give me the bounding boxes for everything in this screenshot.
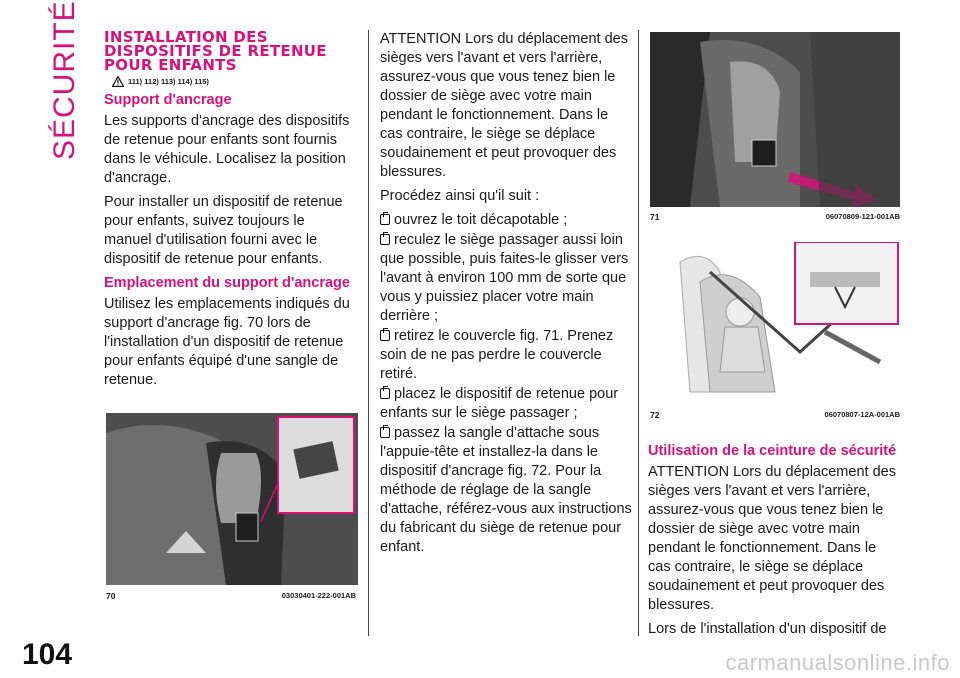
- column-divider: [638, 30, 639, 636]
- heading-support: Support d'ancrage: [104, 92, 232, 108]
- figure-code: 06070809-121-001AB: [825, 212, 900, 221]
- reference-numbers: 111) 112) 113) 114) 115): [128, 77, 209, 86]
- child-seat-illustration: [650, 242, 900, 405]
- warning-icon: [112, 76, 124, 87]
- procedure-intro: Procédez ainsi qu'il suit :: [380, 188, 540, 204]
- checkbox-icon: [380, 427, 390, 438]
- section-label: SÉCURITÉ: [48, 0, 81, 160]
- paragraph: Lors de l'installation d'un dispositif de: [648, 621, 887, 637]
- figure-72: [650, 242, 900, 425]
- column-divider: [368, 30, 369, 636]
- column-2: [380, 30, 632, 558]
- column-1: [104, 30, 356, 395]
- figure-70: [106, 413, 358, 620]
- procedure-step: retirez le couvercle fig. 71. Prenez soin de ne pas perdre le couvercle retiré.: [380, 328, 614, 382]
- checkbox-icon: [380, 214, 390, 225]
- anchor-photo: [106, 413, 358, 585]
- procedure-step: reculez le siège passager aussi loin que possible, puis faites-le glisser vers l'avant à environ 100 mm de sorte que vous y puissiez placer votre main derrière ;: [380, 232, 629, 324]
- attention-paragraph: ATTENTION Lors du déplacement des sièges vers l'avant et vers l'arrière, assurez-vous que vous tenez bien le dossier de siège avec votre main pendant le fonctionnement. Dans le cas contraire, le siège se déplace soudainement et peut provoquer des blessures.: [380, 31, 628, 180]
- figure-code: 03030401-222-001AB: [281, 591, 356, 600]
- cover-photo: [650, 32, 900, 207]
- checkbox-icon: [380, 330, 390, 341]
- figure-code: 06070807-12A-001AB: [824, 410, 900, 419]
- heading-ceinture: Utilisation de la ceinture de sécurité: [648, 443, 897, 459]
- attention-paragraph: ATTENTION Lors du déplacement des sièges vers l'avant et vers l'arrière, assurez-vous que vous tenez bien le dossier de siège avec votre main pendant le fonctionnement. Dans le cas contraire, le siège se déplace soudainement et peut provoquer des blessures.: [648, 464, 896, 613]
- heading-emplacement: Emplacement du support d'ancrage: [104, 275, 350, 291]
- checkbox-icon: [380, 234, 390, 245]
- procedure-step: ouvrez le toit décapotable ;: [380, 211, 632, 230]
- paragraph: Les supports d'ancrage des dispositifs de retenue pour enfants sont fournis dans le véhicule. Localisez la position d'ancrage.: [104, 113, 350, 186]
- warning-references: [112, 76, 356, 87]
- watermark: carmanualsonline.info: [725, 650, 950, 675]
- figure-number: 70: [106, 591, 116, 601]
- paragraph: Utilisez les emplacements indiqués du support d'ancrage fig. 70 lors de l'installation d'un dispositif de retenue pour enfants équipé d'une sangle de retenue.: [104, 296, 350, 388]
- figure-number: 71: [650, 212, 660, 222]
- column-3-text: [648, 440, 900, 644]
- checkbox-icon: [380, 388, 390, 399]
- figure-71: [650, 32, 900, 227]
- section-title: INSTALLATION DES DISPOSITIFS DE RETENUE POUR ENFANTS: [104, 28, 327, 74]
- page-number: 104: [22, 638, 73, 671]
- procedure-step: placez le dispositif de retenue pour enfants sur le siège passager ;: [380, 386, 619, 421]
- figure-number: 72: [650, 410, 660, 420]
- procedure-step: passez la sangle d'attache sous l'appuie-tête et installez-la dans le dispositif d'ancrage fig. 72. Pour la méthode de réglage de la sangle d'attache, référez-vous aux instructions du fabricant du siège de retenue pour enfant.: [380, 425, 632, 555]
- paragraph: Pour installer un dispositif de retenue pour enfants, suivez toujours le manuel d'utilisation fourni avec le dispositif de retenue pour enfants.: [104, 194, 343, 267]
